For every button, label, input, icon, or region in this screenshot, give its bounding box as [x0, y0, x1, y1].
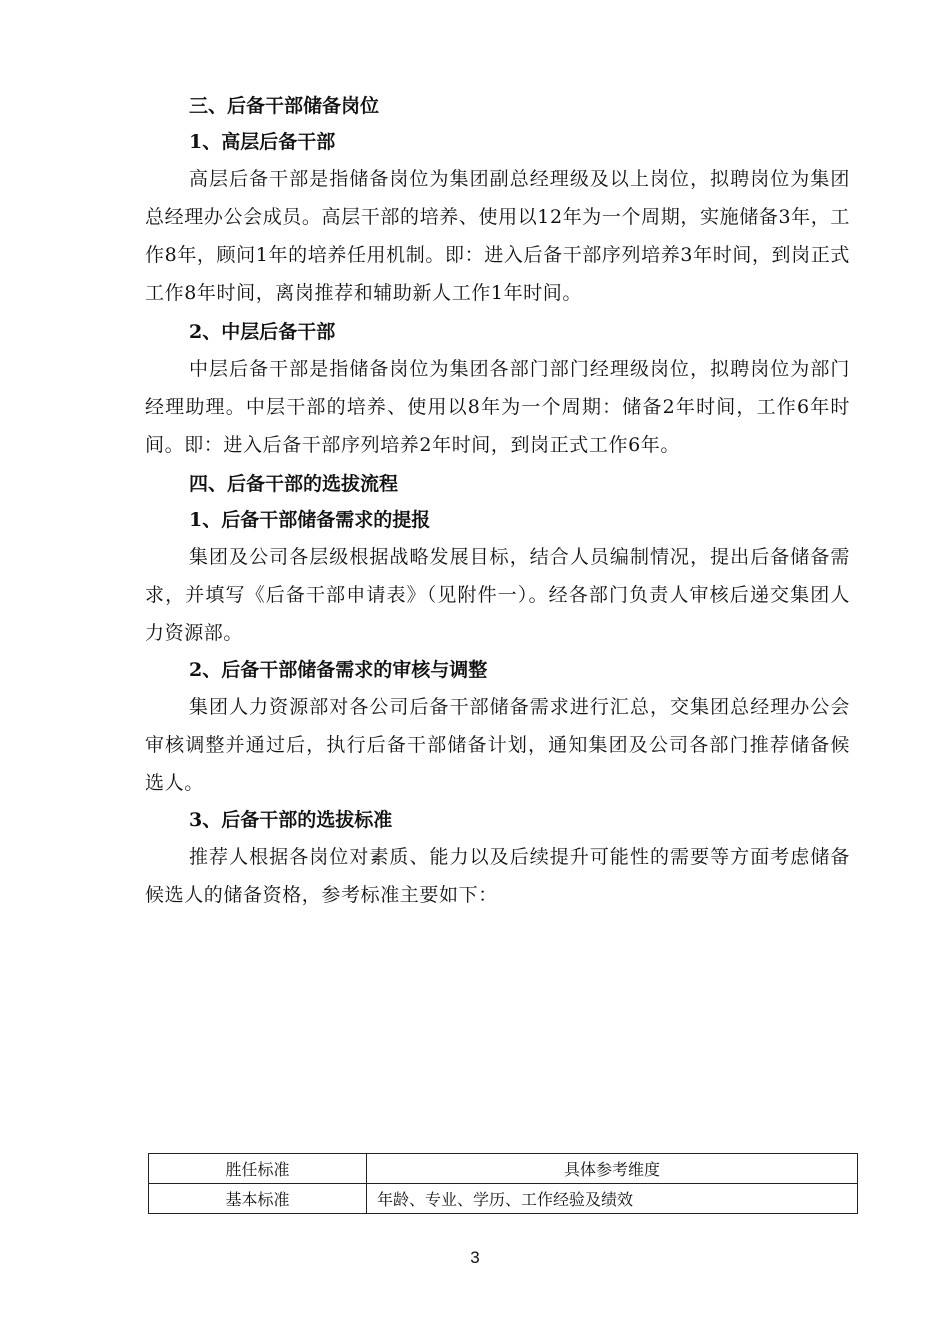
paragraph: 集团人力资源部对各公司后备干部储备需求进行汇总，交集团总经理办公会审核调整并通过后，执行后备干部储备计划，通知集团及公司各部门推荐储备候选人。: [145, 696, 850, 794]
table-row: [149, 1184, 858, 1214]
standards-table: [148, 1153, 858, 1214]
subsection-heading: 1、高层后备干部: [189, 131, 336, 153]
subsection-heading: 1、后备干部储备需求的提报: [189, 509, 431, 531]
table-header-cell: 胜任标准: [149, 1154, 367, 1184]
section-heading: 三、后备干部储备岗位: [189, 95, 380, 117]
subsection-heading: 2、中层后备干部: [189, 321, 336, 343]
subsection-heading: 2、后备干部储备需求的审核与调整: [189, 659, 488, 681]
section-heading: 四、后备干部的选拔流程: [189, 473, 399, 495]
page-number: 3: [470, 1248, 480, 1267]
table-header-row: [149, 1154, 858, 1184]
paragraph: 中层后备干部是指储备岗位为集团各部门部门经理级岗位，拟聘岗位为部门经理助理。中层干部的培养、使用以8年为一个周期：储备2年时间，工作6年时间。即：进入后备干部序列培养2年时间，到岗正式工作6年。: [145, 358, 850, 456]
subsection-heading: 3、后备干部的选拔标准: [189, 809, 393, 831]
paragraph: 高层后备干部是指储备岗位为集团副总经理级及以上岗位，拟聘岗位为集团总经理办公会成员。高层干部的培养、使用以12年为一个周期，实施储备3年，工作8年，顾问1年的培养任用机制。即：进入后备干部序列培养3年时间，到岗正式工作8年时间，离岗推荐和辅助新人工作1年时间。: [145, 168, 850, 304]
table-cell: 基本标准: [149, 1184, 367, 1214]
paragraph: 推荐人根据各岗位对素质、能力以及后续提升可能性的需要等方面考虑储备候选人的储备资格，参考标准主要如下：: [145, 846, 850, 906]
paragraph: 集团及公司各层级根据战略发展目标，结合人员编制情况，提出后备储备需求，并填写《后备干部申请表》（见附件一）。经各部门负责人审核后递交集团人力资源部。: [145, 546, 850, 644]
document-body: [145, 88, 850, 914]
table-header-cell: 具体参考维度: [367, 1154, 858, 1184]
table-cell: 年龄、专业、学历、工作经验及绩效: [367, 1184, 858, 1214]
